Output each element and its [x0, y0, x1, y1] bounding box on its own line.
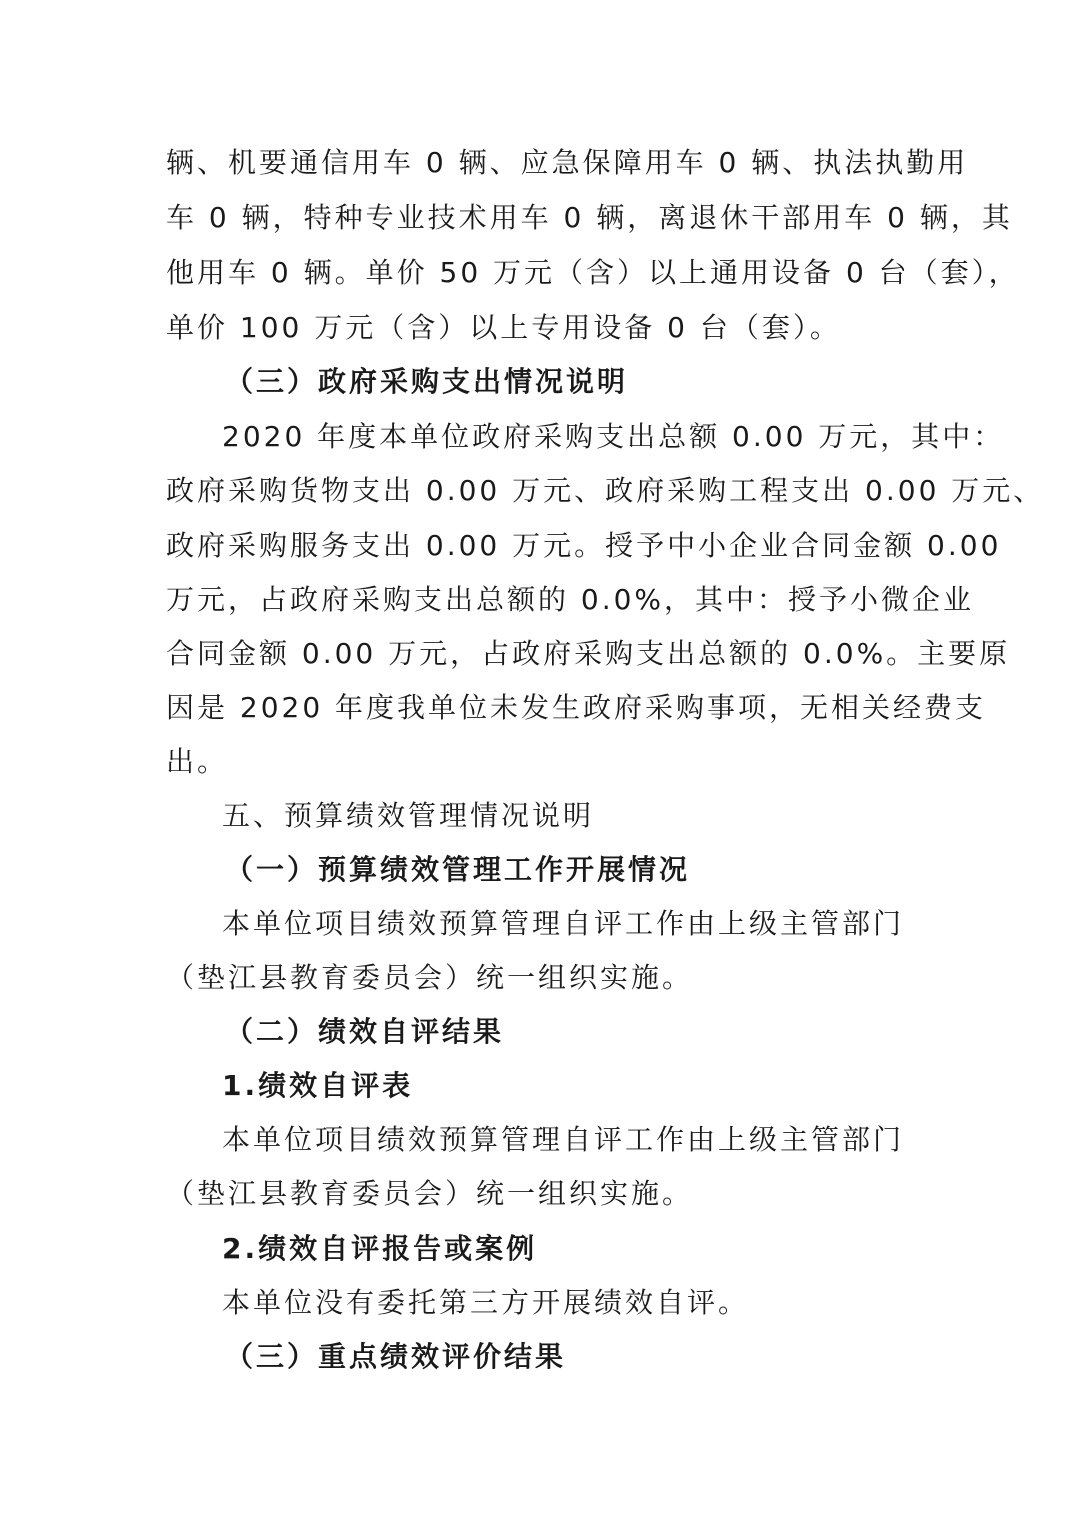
subheading-self-evaluation-table: 1.绩效自评表 — [222, 1069, 414, 1102]
paragraph-line: 他用车 0 辆。单价 50 万元（含）以上通用设备 0 台（套）， — [166, 256, 1020, 289]
paragraph-line: 出。 — [166, 745, 229, 778]
paragraph-line: 因是 2020 年度我单位未发生政府采购事项，无相关经费支 — [166, 691, 987, 724]
chapter-heading-performance: 五、预算绩效管理情况说明 — [222, 799, 595, 832]
paragraph-line: （垫江县教育委员会）统一组织实施。 — [166, 961, 694, 994]
section-heading-key-evaluation: （三）重点绩效评价结果 — [225, 1340, 567, 1373]
paragraph-line: 政府采购服务支出 0.00 万元。授予中小企业合同金额 0.00 — [166, 529, 1002, 562]
section-heading-self-evaluation: （二）绩效自评结果 — [225, 1015, 505, 1048]
paragraph-line: 本单位项目绩效预算管理自评工作由上级主管部门 — [222, 1123, 905, 1156]
paragraph-line: 本单位没有委托第三方开展绩效自评。 — [222, 1286, 750, 1319]
section-heading-procurement: （三）政府采购支出情况说明 — [225, 365, 629, 398]
paragraph-line: 合同金额 0.00 万元，占政府采购支出总额的 0.0%。主要原 — [166, 637, 1011, 670]
paragraph-line: 本单位项目绩效预算管理自评工作由上级主管部门 — [222, 907, 905, 940]
paragraph-line: 政府采购货物支出 0.00 万元、政府采购工程支出 0.00 万元、 — [166, 474, 1045, 507]
section-heading-performance-work: （一）预算绩效管理工作开展情况 — [225, 853, 691, 886]
paragraph-line: 车 0 辆，特种专业技术用车 0 辆，离退休干部用车 0 辆，其 — [166, 201, 1013, 234]
paragraph-line: 辆、机要通信用车 0 辆、应急保障用车 0 辆、执法执勤用 — [166, 146, 969, 179]
paragraph-line: 2020 年度本单位政府采购支出总额 0.00 万元，其中： — [222, 420, 1005, 453]
paragraph-line: （垫江县教育委员会）统一组织实施。 — [166, 1177, 694, 1210]
paragraph-line: 单价 100 万元（含）以上专用设备 0 台（套）。 — [166, 311, 841, 344]
paragraph-line: 万元，占政府采购支出总额的 0.0%，其中：授予小微企业 — [166, 583, 975, 616]
subheading-self-evaluation-report: 2.绩效自评报告或案例 — [222, 1232, 538, 1265]
